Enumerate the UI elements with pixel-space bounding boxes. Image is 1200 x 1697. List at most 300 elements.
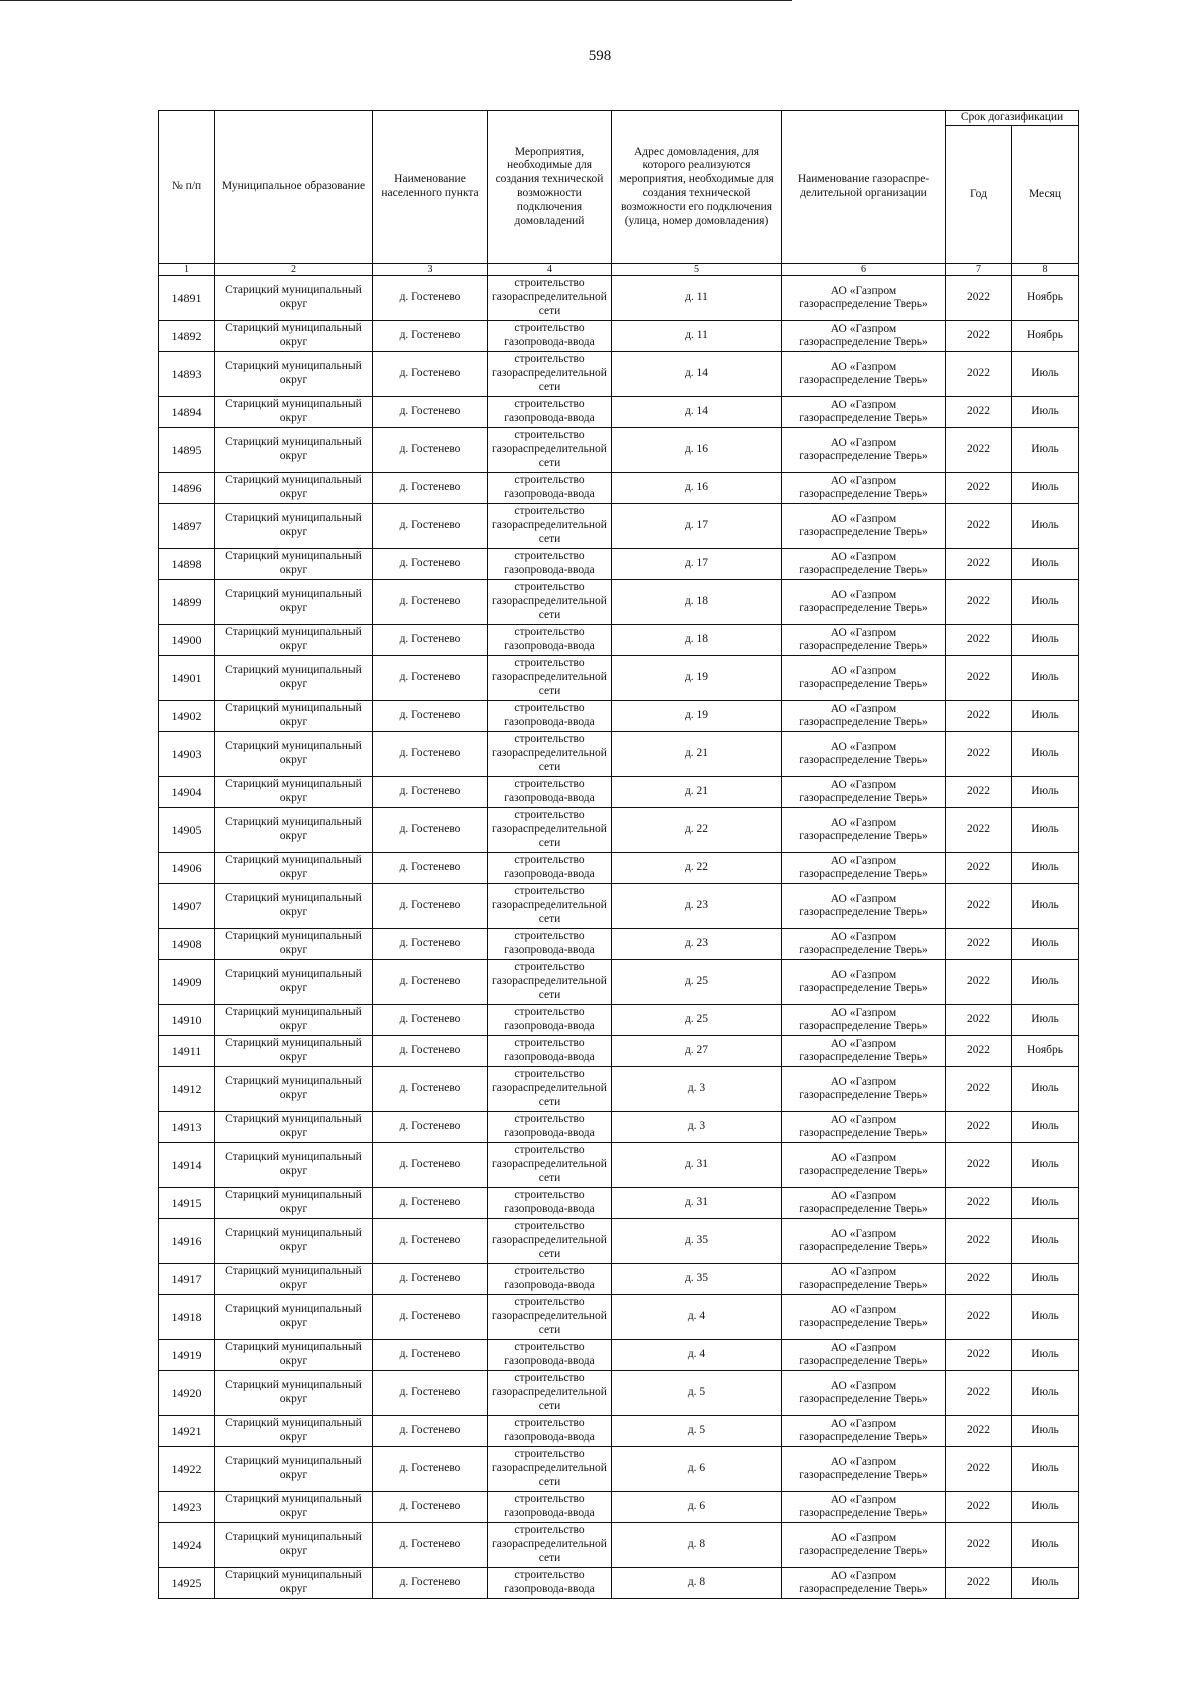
measure-cell: строительство газораспределительной сети — [488, 504, 612, 549]
settlement-cell: д. Гостенево — [373, 656, 488, 701]
settlement-cell: д. Гостенево — [373, 777, 488, 808]
municipality-cell: Старицкий муниципальный округ — [215, 732, 373, 777]
table-row — [159, 656, 1079, 701]
year-cell: 2022 — [946, 1340, 1012, 1371]
row-number-cell: 14893 — [159, 352, 215, 397]
month-cell: Июль — [1012, 1219, 1079, 1264]
organization-cell: АО «Газпром газораспределение Тверь» — [782, 1112, 946, 1143]
year-cell: 2022 — [946, 473, 1012, 504]
address-cell: д. 5 — [612, 1371, 782, 1416]
month-cell: Июль — [1012, 701, 1079, 732]
row-number-cell: 14900 — [159, 625, 215, 656]
settlement-cell: д. Гостенево — [373, 853, 488, 884]
address-cell: д. 18 — [612, 580, 782, 625]
address-cell: д. 11 — [612, 276, 782, 321]
year-cell: 2022 — [946, 352, 1012, 397]
settlement-cell: д. Гостенево — [373, 352, 488, 397]
year-cell: 2022 — [946, 1188, 1012, 1219]
table-row — [159, 1112, 1079, 1143]
header-settlement: Наименование населенного пункта — [373, 111, 488, 264]
municipality-cell: Старицкий муниципальный округ — [215, 1371, 373, 1416]
year-cell: 2022 — [946, 276, 1012, 321]
year-cell: 2022 — [946, 656, 1012, 701]
year-cell: 2022 — [946, 1295, 1012, 1340]
year-cell: 2022 — [946, 853, 1012, 884]
column-number: 1 — [159, 264, 215, 276]
month-cell: Июль — [1012, 625, 1079, 656]
address-cell: д. 31 — [612, 1143, 782, 1188]
municipality-cell: Старицкий муниципальный округ — [215, 276, 373, 321]
top-rule — [0, 0, 792, 1]
row-number-cell: 14895 — [159, 428, 215, 473]
municipality-cell: Старицкий муниципальный округ — [215, 1568, 373, 1599]
column-number: 2 — [215, 264, 373, 276]
row-number-cell: 14921 — [159, 1416, 215, 1447]
measure-cell: строительство газораспределительной сети — [488, 1371, 612, 1416]
row-number-cell: 14904 — [159, 777, 215, 808]
table-row — [159, 929, 1079, 960]
organization-cell: АО «Газпром газораспределение Тверь» — [782, 1523, 946, 1568]
settlement-cell: д. Гостенево — [373, 397, 488, 428]
month-cell: Июль — [1012, 1264, 1079, 1295]
month-cell: Июль — [1012, 808, 1079, 853]
month-cell: Июль — [1012, 1416, 1079, 1447]
header-organization: Наименование газораспре-делительной организации — [782, 111, 946, 264]
month-cell: Июль — [1012, 1188, 1079, 1219]
row-number-cell: 14899 — [159, 580, 215, 625]
organization-cell: АО «Газпром газораспределение Тверь» — [782, 853, 946, 884]
year-cell: 2022 — [946, 1568, 1012, 1599]
settlement-cell: д. Гостенево — [373, 1340, 488, 1371]
address-cell: д. 4 — [612, 1340, 782, 1371]
table-row — [159, 1264, 1079, 1295]
measure-cell: строительство газораспределительной сети — [488, 428, 612, 473]
measure-cell: строительство газораспределительной сети — [488, 1447, 612, 1492]
measure-cell: строительство газопровода-ввода — [488, 625, 612, 656]
measure-cell: строительство газопровода-ввода — [488, 1264, 612, 1295]
settlement-cell: д. Гостенево — [373, 701, 488, 732]
organization-cell: АО «Газпром газораспределение Тверь» — [782, 1188, 946, 1219]
row-number-cell: 14918 — [159, 1295, 215, 1340]
settlement-cell: д. Гостенево — [373, 1005, 488, 1036]
row-number-cell: 14925 — [159, 1568, 215, 1599]
table-row — [159, 1036, 1079, 1067]
municipality-cell: Старицкий муниципальный округ — [215, 397, 373, 428]
header-address: Адрес домовладения, для которого реализуются мероприятия, необходимые для создания технической возможности его подключения (улица, номер домовладения) — [612, 111, 782, 264]
row-number-cell: 14897 — [159, 504, 215, 549]
year-cell: 2022 — [946, 732, 1012, 777]
header-num: № п/п — [159, 111, 215, 264]
table-row — [159, 580, 1079, 625]
municipality-cell: Старицкий муниципальный округ — [215, 321, 373, 352]
organization-cell: АО «Газпром газораспределение Тверь» — [782, 321, 946, 352]
table-row — [159, 504, 1079, 549]
table-row — [159, 1371, 1079, 1416]
organization-cell: АО «Газпром газораспределение Тверь» — [782, 352, 946, 397]
settlement-cell: д. Гостенево — [373, 1523, 488, 1568]
organization-cell: АО «Газпром газораспределение Тверь» — [782, 1067, 946, 1112]
measure-cell: строительство газораспределительной сети — [488, 960, 612, 1005]
address-cell: д. 21 — [612, 732, 782, 777]
municipality-cell: Старицкий муниципальный округ — [215, 656, 373, 701]
address-cell: д. 14 — [612, 397, 782, 428]
organization-cell: АО «Газпром газораспределение Тверь» — [782, 1568, 946, 1599]
address-cell: д. 25 — [612, 1005, 782, 1036]
measure-cell: строительство газопровода-ввода — [488, 1416, 612, 1447]
organization-cell: АО «Газпром газораспределение Тверь» — [782, 1295, 946, 1340]
municipality-cell: Старицкий муниципальный округ — [215, 473, 373, 504]
row-number-cell: 14907 — [159, 884, 215, 929]
year-cell: 2022 — [946, 1067, 1012, 1112]
settlement-cell: д. Гостенево — [373, 1036, 488, 1067]
municipality-cell: Старицкий муниципальный округ — [215, 1067, 373, 1112]
measure-cell: строительство газораспределительной сети — [488, 884, 612, 929]
row-number-cell: 14912 — [159, 1067, 215, 1112]
year-cell: 2022 — [946, 1264, 1012, 1295]
settlement-cell: д. Гостенево — [373, 1143, 488, 1188]
measure-cell: строительство газораспределительной сети — [488, 580, 612, 625]
organization-cell: АО «Газпром газораспределение Тверь» — [782, 884, 946, 929]
year-cell: 2022 — [946, 1492, 1012, 1523]
table-row — [159, 1295, 1079, 1340]
address-cell: д. 23 — [612, 929, 782, 960]
table-row — [159, 321, 1079, 352]
address-cell: д. 17 — [612, 504, 782, 549]
address-cell: д. 4 — [612, 1295, 782, 1340]
gasification-table — [158, 110, 1079, 1599]
month-cell: Июль — [1012, 1112, 1079, 1143]
settlement-cell: д. Гостенево — [373, 428, 488, 473]
municipality-cell: Старицкий муниципальный округ — [215, 1447, 373, 1492]
table-row — [159, 428, 1079, 473]
address-cell: д. 16 — [612, 473, 782, 504]
table-row — [159, 732, 1079, 777]
organization-cell: АО «Газпром газораспределение Тверь» — [782, 428, 946, 473]
year-cell: 2022 — [946, 929, 1012, 960]
table-row — [159, 1067, 1079, 1112]
organization-cell: АО «Газпром газораспределение Тверь» — [782, 625, 946, 656]
month-cell: Июль — [1012, 777, 1079, 808]
municipality-cell: Старицкий муниципальный округ — [215, 1143, 373, 1188]
municipality-cell: Старицкий муниципальный округ — [215, 960, 373, 1005]
month-cell: Июль — [1012, 884, 1079, 929]
measure-cell: строительство газораспределительной сети — [488, 1295, 612, 1340]
municipality-cell: Старицкий муниципальный округ — [215, 1523, 373, 1568]
row-number-cell: 14913 — [159, 1112, 215, 1143]
municipality-cell: Старицкий муниципальный округ — [215, 1005, 373, 1036]
year-cell: 2022 — [946, 549, 1012, 580]
measure-cell: строительство газопровода-ввода — [488, 1340, 612, 1371]
address-cell: д. 18 — [612, 625, 782, 656]
table-row — [159, 549, 1079, 580]
settlement-cell: д. Гостенево — [373, 1295, 488, 1340]
settlement-cell: д. Гостенево — [373, 504, 488, 549]
organization-cell: АО «Газпром газораспределение Тверь» — [782, 1219, 946, 1264]
settlement-cell: д. Гостенево — [373, 321, 488, 352]
measure-cell: строительство газораспределительной сети — [488, 1219, 612, 1264]
settlement-cell: д. Гостенево — [373, 1447, 488, 1492]
settlement-cell: д. Гостенево — [373, 808, 488, 853]
address-cell: д. 19 — [612, 656, 782, 701]
month-cell: Июль — [1012, 732, 1079, 777]
organization-cell: АО «Газпром газораспределение Тверь» — [782, 960, 946, 1005]
year-cell: 2022 — [946, 1143, 1012, 1188]
measure-cell: строительство газопровода-ввода — [488, 1036, 612, 1067]
row-number-cell: 14901 — [159, 656, 215, 701]
year-cell: 2022 — [946, 1112, 1012, 1143]
table-row — [159, 1447, 1079, 1492]
settlement-cell: д. Гостенево — [373, 732, 488, 777]
header-year: Год — [946, 126, 1012, 264]
measure-cell: строительство газопровода-ввода — [488, 549, 612, 580]
month-cell: Июль — [1012, 549, 1079, 580]
table-row — [159, 1219, 1079, 1264]
year-cell: 2022 — [946, 1447, 1012, 1492]
header-month: Месяц — [1012, 126, 1079, 264]
address-cell: д. 21 — [612, 777, 782, 808]
month-cell: Ноябрь — [1012, 276, 1079, 321]
organization-cell: АО «Газпром газораспределение Тверь» — [782, 1340, 946, 1371]
month-cell: Июль — [1012, 1340, 1079, 1371]
table-row — [159, 1340, 1079, 1371]
month-cell: Июль — [1012, 1067, 1079, 1112]
municipality-cell: Старицкий муниципальный округ — [215, 352, 373, 397]
table-row — [159, 352, 1079, 397]
measure-cell: строительство газопровода-ввода — [488, 397, 612, 428]
row-number-cell: 14924 — [159, 1523, 215, 1568]
year-cell: 2022 — [946, 1416, 1012, 1447]
municipality-cell: Старицкий муниципальный округ — [215, 929, 373, 960]
measure-cell: строительство газопровода-ввода — [488, 701, 612, 732]
month-cell: Июль — [1012, 1523, 1079, 1568]
measure-cell: строительство газопровода-ввода — [488, 1568, 612, 1599]
municipality-cell: Старицкий муниципальный округ — [215, 580, 373, 625]
row-number-cell: 14916 — [159, 1219, 215, 1264]
address-cell: д. 17 — [612, 549, 782, 580]
address-cell: д. 5 — [612, 1416, 782, 1447]
municipality-cell: Старицкий муниципальный округ — [215, 1219, 373, 1264]
table-row — [159, 853, 1079, 884]
address-cell: д. 3 — [612, 1067, 782, 1112]
organization-cell: АО «Газпром газораспределение Тверь» — [782, 1447, 946, 1492]
table-row — [159, 960, 1079, 1005]
measure-cell: строительство газораспределительной сети — [488, 808, 612, 853]
row-number-cell: 14896 — [159, 473, 215, 504]
row-number-cell: 14915 — [159, 1188, 215, 1219]
month-cell: Июль — [1012, 352, 1079, 397]
organization-cell: АО «Газпром газораспределение Тверь» — [782, 1492, 946, 1523]
municipality-cell: Старицкий муниципальный округ — [215, 777, 373, 808]
row-number-cell: 14920 — [159, 1371, 215, 1416]
settlement-cell: д. Гостенево — [373, 1188, 488, 1219]
settlement-cell: д. Гостенево — [373, 549, 488, 580]
municipality-cell: Старицкий муниципальный округ — [215, 808, 373, 853]
row-number-cell: 14898 — [159, 549, 215, 580]
table-row — [159, 1492, 1079, 1523]
row-number-cell: 14922 — [159, 1447, 215, 1492]
month-cell: Июль — [1012, 1447, 1079, 1492]
settlement-cell: д. Гостенево — [373, 276, 488, 321]
municipality-cell: Старицкий муниципальный округ — [215, 1112, 373, 1143]
month-cell: Июль — [1012, 1295, 1079, 1340]
measure-cell: строительство газораспределительной сети — [488, 656, 612, 701]
organization-cell: АО «Газпром газораспределение Тверь» — [782, 504, 946, 549]
organization-cell: АО «Газпром газораспределение Тверь» — [782, 1036, 946, 1067]
organization-cell: АО «Газпром газораспределение Тверь» — [782, 1371, 946, 1416]
settlement-cell: д. Гостенево — [373, 1264, 488, 1295]
year-cell: 2022 — [946, 625, 1012, 656]
municipality-cell: Старицкий муниципальный округ — [215, 853, 373, 884]
table-row — [159, 1005, 1079, 1036]
year-cell: 2022 — [946, 428, 1012, 473]
municipality-cell: Старицкий муниципальный округ — [215, 1340, 373, 1371]
year-cell: 2022 — [946, 960, 1012, 1005]
measure-cell: строительство газораспределительной сети — [488, 352, 612, 397]
organization-cell: АО «Газпром газораспределение Тверь» — [782, 549, 946, 580]
month-cell: Июль — [1012, 1492, 1079, 1523]
settlement-cell: д. Гостенево — [373, 1492, 488, 1523]
settlement-cell: д. Гостенево — [373, 1067, 488, 1112]
year-cell: 2022 — [946, 777, 1012, 808]
month-cell: Июль — [1012, 504, 1079, 549]
column-number: 4 — [488, 264, 612, 276]
row-number-cell: 14923 — [159, 1492, 215, 1523]
year-cell: 2022 — [946, 1005, 1012, 1036]
organization-cell: АО «Газпром газораспределение Тверь» — [782, 473, 946, 504]
table-row — [159, 276, 1079, 321]
row-number-cell: 14891 — [159, 276, 215, 321]
table-row — [159, 397, 1079, 428]
table-row — [159, 884, 1079, 929]
organization-cell: АО «Газпром газораспределение Тверь» — [782, 701, 946, 732]
address-cell: д. 27 — [612, 1036, 782, 1067]
year-cell: 2022 — [946, 884, 1012, 929]
address-cell: д. 35 — [612, 1219, 782, 1264]
settlement-cell: д. Гостенево — [373, 1219, 488, 1264]
table-row — [159, 1188, 1079, 1219]
row-number-cell: 14917 — [159, 1264, 215, 1295]
year-cell: 2022 — [946, 1523, 1012, 1568]
municipality-cell: Старицкий муниципальный округ — [215, 1264, 373, 1295]
settlement-cell: д. Гостенево — [373, 625, 488, 656]
measure-cell: строительство газораспределительной сети — [488, 732, 612, 777]
page-number: 598 — [588, 48, 612, 64]
settlement-cell: д. Гостенево — [373, 473, 488, 504]
municipality-cell: Старицкий муниципальный округ — [215, 1188, 373, 1219]
table-row — [159, 701, 1079, 732]
measure-cell: строительство газопровода-ввода — [488, 853, 612, 884]
address-cell: д. 14 — [612, 352, 782, 397]
row-number-cell: 14910 — [159, 1005, 215, 1036]
column-number: 3 — [373, 264, 488, 276]
organization-cell: АО «Газпром газораспределение Тверь» — [782, 656, 946, 701]
month-cell: Июль — [1012, 428, 1079, 473]
measure-cell: строительство газопровода-ввода — [488, 473, 612, 504]
address-cell: д. 8 — [612, 1523, 782, 1568]
month-cell: Ноябрь — [1012, 321, 1079, 352]
municipality-cell: Старицкий муниципальный округ — [215, 549, 373, 580]
table-row — [159, 625, 1079, 656]
month-cell: Июль — [1012, 853, 1079, 884]
settlement-cell: д. Гостенево — [373, 1568, 488, 1599]
month-cell: Июль — [1012, 1143, 1079, 1188]
organization-cell: АО «Газпром газораспределение Тверь» — [782, 808, 946, 853]
column-number: 8 — [1012, 264, 1079, 276]
measure-cell: строительство газораспределительной сети — [488, 276, 612, 321]
month-cell: Июль — [1012, 473, 1079, 504]
month-cell: Июль — [1012, 960, 1079, 1005]
table-row — [159, 1416, 1079, 1447]
year-cell: 2022 — [946, 321, 1012, 352]
month-cell: Июль — [1012, 397, 1079, 428]
year-cell: 2022 — [946, 808, 1012, 853]
column-number: 5 — [612, 264, 782, 276]
month-cell: Июль — [1012, 1371, 1079, 1416]
column-number-row — [159, 264, 1079, 276]
year-cell: 2022 — [946, 580, 1012, 625]
row-number-cell: 14892 — [159, 321, 215, 352]
measure-cell: строительство газопровода-ввода — [488, 929, 612, 960]
header-measures: Мероприятия, необходимые для создания технической возможности подключения домовладений — [488, 111, 612, 264]
address-cell: д. 8 — [612, 1568, 782, 1599]
column-number: 7 — [946, 264, 1012, 276]
organization-cell: АО «Газпром газораспределение Тверь» — [782, 1264, 946, 1295]
month-cell: Июль — [1012, 1005, 1079, 1036]
year-cell: 2022 — [946, 1219, 1012, 1264]
row-number-cell: 14919 — [159, 1340, 215, 1371]
row-number-cell: 14908 — [159, 929, 215, 960]
row-number-cell: 14902 — [159, 701, 215, 732]
measure-cell: строительство газопровода-ввода — [488, 1112, 612, 1143]
municipality-cell: Старицкий муниципальный округ — [215, 884, 373, 929]
table-row — [159, 473, 1079, 504]
address-cell: д. 25 — [612, 960, 782, 1005]
measure-cell: строительство газопровода-ввода — [488, 1005, 612, 1036]
settlement-cell: д. Гостенево — [373, 884, 488, 929]
organization-cell: АО «Газпром газораспределение Тверь» — [782, 1143, 946, 1188]
organization-cell: АО «Газпром газораспределение Тверь» — [782, 1005, 946, 1036]
organization-cell: АО «Газпром газораспределение Тверь» — [782, 276, 946, 321]
measure-cell: строительство газопровода-ввода — [488, 321, 612, 352]
settlement-cell: д. Гостенево — [373, 960, 488, 1005]
header-deadline: Срок догазификации — [946, 111, 1079, 126]
address-cell: д. 6 — [612, 1492, 782, 1523]
organization-cell: АО «Газпром газораспределение Тверь» — [782, 580, 946, 625]
settlement-cell: д. Гостенево — [373, 1416, 488, 1447]
settlement-cell: д. Гостенево — [373, 929, 488, 960]
municipality-cell: Старицкий муниципальный округ — [215, 701, 373, 732]
measure-cell: строительство газопровода-ввода — [488, 1492, 612, 1523]
address-cell: д. 22 — [612, 853, 782, 884]
year-cell: 2022 — [946, 504, 1012, 549]
organization-cell: АО «Газпром газораспределение Тверь» — [782, 777, 946, 808]
settlement-cell: д. Гостенево — [373, 1371, 488, 1416]
month-cell: Июль — [1012, 1568, 1079, 1599]
address-cell: д. 35 — [612, 1264, 782, 1295]
year-cell: 2022 — [946, 701, 1012, 732]
row-number-cell: 14906 — [159, 853, 215, 884]
organization-cell: АО «Газпром газораспределение Тверь» — [782, 929, 946, 960]
table-body — [159, 264, 1079, 1599]
month-cell: Июль — [1012, 580, 1079, 625]
address-cell: д. 31 — [612, 1188, 782, 1219]
table-row — [159, 777, 1079, 808]
table-row — [159, 1568, 1079, 1599]
municipality-cell: Старицкий муниципальный округ — [215, 1036, 373, 1067]
municipality-cell: Старицкий муниципальный округ — [215, 504, 373, 549]
municipality-cell: Старицкий муниципальный округ — [215, 1295, 373, 1340]
organization-cell: АО «Газпром газораспределение Тверь» — [782, 397, 946, 428]
